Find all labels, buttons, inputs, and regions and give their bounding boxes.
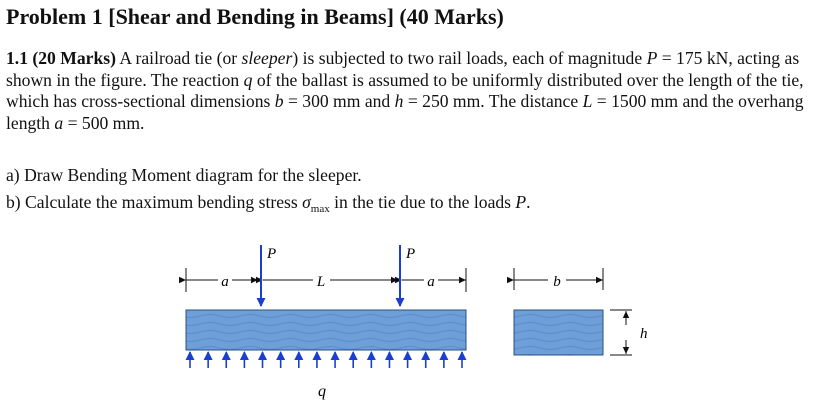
question-seg: A railroad tie (or <box>115 48 242 68</box>
reaction-arrows <box>190 352 462 368</box>
cross-section-grain <box>514 310 603 355</box>
load-right-label: P <box>406 246 416 262</box>
dim-a-right-label: a <box>427 274 435 290</box>
var-sigma: σ <box>302 192 311 212</box>
cross-section-dim-h <box>610 310 632 355</box>
part-b-seg: in the tie due to the loads <box>329 192 516 212</box>
question-seg: = 300 mm and <box>283 91 395 111</box>
sigma-subscript: max <box>310 203 330 215</box>
var-a: a <box>54 112 64 133</box>
dim-b-label: b <box>553 274 561 290</box>
beam-grain <box>186 310 466 350</box>
reaction-q-label: q <box>318 383 326 400</box>
var-p-b: P <box>515 192 527 212</box>
var-q: q <box>243 69 253 90</box>
dim-a-left-label: a <box>221 274 229 290</box>
question-seg: of the ballast is assumed to be uniformly distributed over the length of the tie, which has cross-sectional dimensions <box>6 69 804 111</box>
problem-title: Problem 1 [Shear and Bending in Beams] (40 Marks) <box>6 4 504 29</box>
term-sleeper: sleeper <box>241 48 293 68</box>
question-seg: ) is subjected to two rail loads, each of magnitude <box>292 48 647 68</box>
var-h: h <box>394 91 404 111</box>
question-seg: = 250 mm. The distance <box>403 91 583 111</box>
part-b-seg: . <box>526 192 531 212</box>
part-a: a) Draw Bending Moment diagram for the sleeper. <box>6 165 362 185</box>
var-p: P <box>646 48 658 68</box>
dim-h-label: h <box>640 326 648 342</box>
question-seg: = 175 kN, acting as shown in the figure. The reaction <box>6 48 800 90</box>
var-b: b <box>274 91 284 111</box>
part-b-seg: b) Calculate the maximum bending stress <box>6 192 303 212</box>
question-seg: = 500 mm. <box>63 112 145 133</box>
question-lead: 1.1 (20 Marks) <box>6 48 116 68</box>
load-left-label: P <box>267 246 277 262</box>
var-l: L <box>582 91 593 111</box>
dim-l-label: L <box>316 274 326 290</box>
question-seg: = 1500 mm and the overhang length <box>6 91 804 133</box>
